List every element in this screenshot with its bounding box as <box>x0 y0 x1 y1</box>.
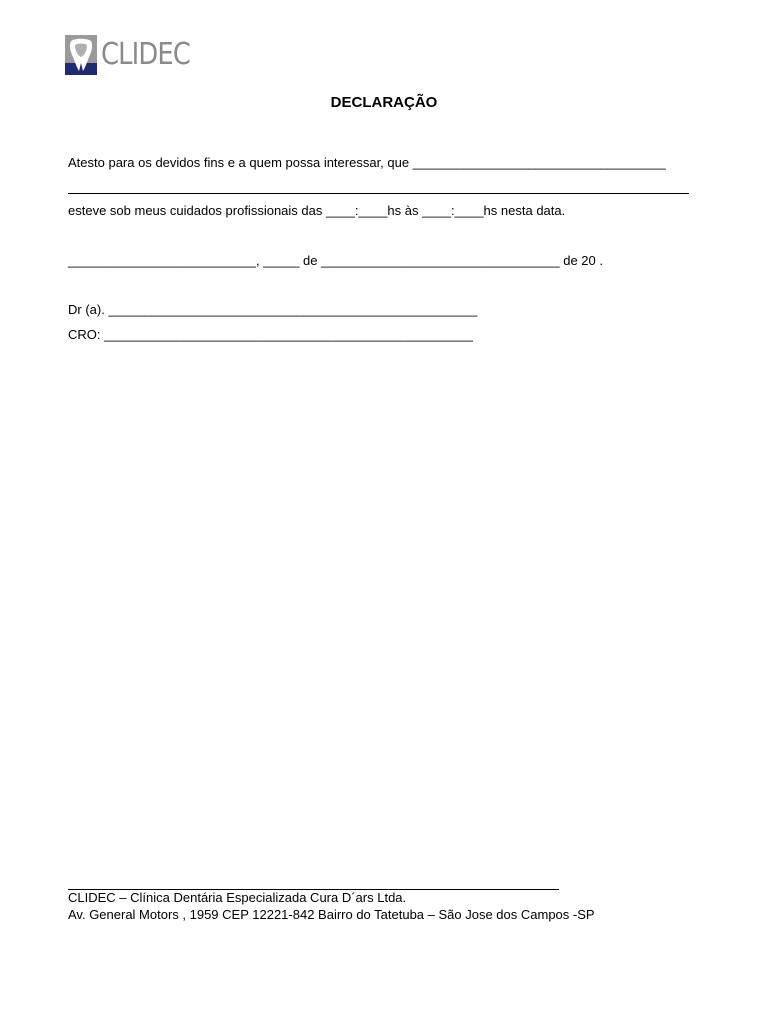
footer-company: CLIDEC – Clínica Dentária Especializada Cura D´ars Ltda. <box>68 890 407 905</box>
document-title: DECLARAÇÃO <box>330 94 438 111</box>
tooth-logo-icon <box>65 35 97 75</box>
doctor-signature-line: Dr (a). ___________________________________________________ <box>68 302 478 317</box>
blank-fill-line <box>68 193 689 194</box>
attestation-line: Atesto para os devidos fins e a quem possa interessar, que ___________________________________ <box>68 155 666 170</box>
logo-text: CLIDEC <box>101 37 191 72</box>
footer-address: Av. General Motors , 1959 CEP 12221-842 Bairro do Tatetuba – São Jose dos Campos -SP <box>68 907 595 922</box>
care-period-line: esteve sob meus cuidados profissionais das ____:____hs às ____:____hs nesta data. <box>68 203 566 218</box>
clidec-logo <box>65 35 205 75</box>
cro-line: CRO: ___________________________________________________ <box>68 327 473 342</box>
place-date-line: __________________________, _____ de _________________________________ de 20 . <box>68 253 603 268</box>
